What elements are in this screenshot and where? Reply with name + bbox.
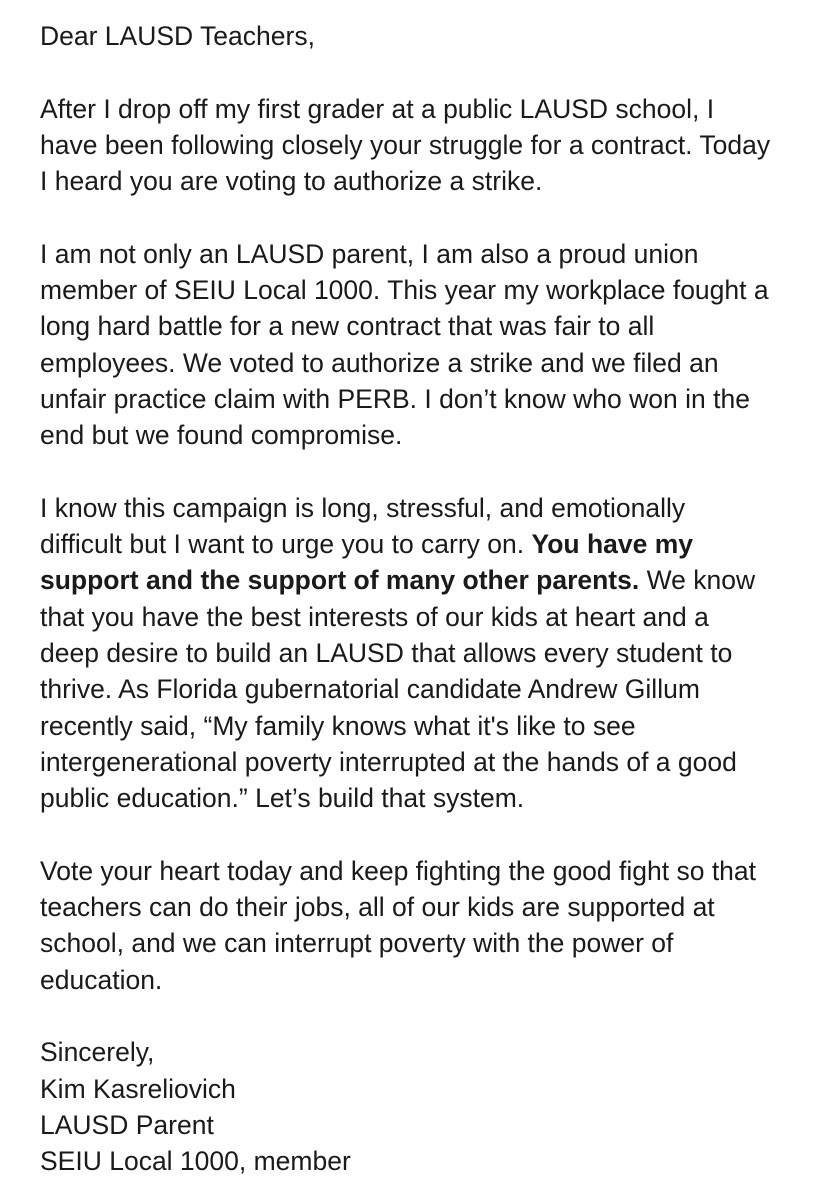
greeting: Dear LAUSD Teachers, (40, 21, 315, 51)
signer-role: LAUSD Parent (40, 1109, 214, 1140)
paragraph-line: have been following closely your struggle for a contract. Today (40, 129, 771, 160)
paragraph-gap (40, 454, 820, 490)
plain-text: difficult but I want to urge you to carry on. (40, 529, 532, 560)
paragraph-line: public education.” Let’s build that system. (40, 783, 525, 814)
paragraph-line (40, 562, 820, 598)
bold-text: You have my (531, 529, 694, 560)
paragraph-line: teachers can do their jobs, all of our kids are supported at (40, 892, 715, 923)
paragraph-intro (40, 91, 820, 200)
paragraph-gap (40, 199, 820, 235)
paragraph-line: I am not only an LAUSD parent, I am also a proud union (40, 238, 699, 269)
bold-text: support and the support of many other parents. (40, 565, 640, 596)
paragraph-line: intergenerational poverty interrupted at the hands of a good (40, 746, 737, 777)
paragraph-line: school, and we can interrupt poverty with the power of (40, 928, 674, 959)
paragraph-closing (40, 853, 820, 998)
letter-body (40, 18, 820, 1180)
paragraph-line: I know this campaign is long, stressful, and emotionally (40, 492, 686, 523)
paragraph-line: education. (40, 964, 163, 995)
paragraph-line: employees. We voted to authorize a strike and we filed an (40, 347, 719, 378)
paragraph-gap (40, 54, 820, 90)
plain-text: We know (639, 565, 756, 596)
paragraph-line: Vote your heart today and keep fighting the good fight so that (40, 855, 757, 886)
paragraph-line: recently said, “My family knows what it's like to see (40, 710, 636, 741)
paragraph-line: thrive. As Florida gubernatorial candidate Andrew Gillum (40, 674, 700, 705)
paragraph-gap (40, 998, 820, 1034)
paragraph-line: unfair practice claim with PERB. I don’t know who won in the (40, 383, 750, 414)
signer-name: Kim Kasreliovich (40, 1073, 236, 1104)
paragraph-line: I heard you are voting to authorize a strike. (40, 166, 543, 197)
paragraph-line: long hard battle for a new contract that was fair to all (40, 311, 655, 342)
paragraph-line: member of SEIU Local 1000. This year my workplace fought a (40, 275, 769, 306)
paragraph-line: deep desire to build an LAUSD that allows every student to (40, 638, 733, 669)
paragraph-union (40, 236, 820, 454)
paragraph-line: end but we found compromise. (40, 420, 403, 451)
signature-block (40, 1034, 820, 1179)
paragraph-support (40, 490, 820, 817)
paragraph-gap (40, 817, 820, 853)
closing-salutation: Sincerely, (40, 1037, 155, 1068)
signer-affiliation: SEIU Local 1000, member (40, 1146, 351, 1177)
paragraph-line: that you have the best interests of our kids at heart and a (40, 601, 709, 632)
paragraph-line: After I drop off my first grader at a public LAUSD school, I (40, 93, 715, 124)
paragraph-line (40, 526, 820, 562)
